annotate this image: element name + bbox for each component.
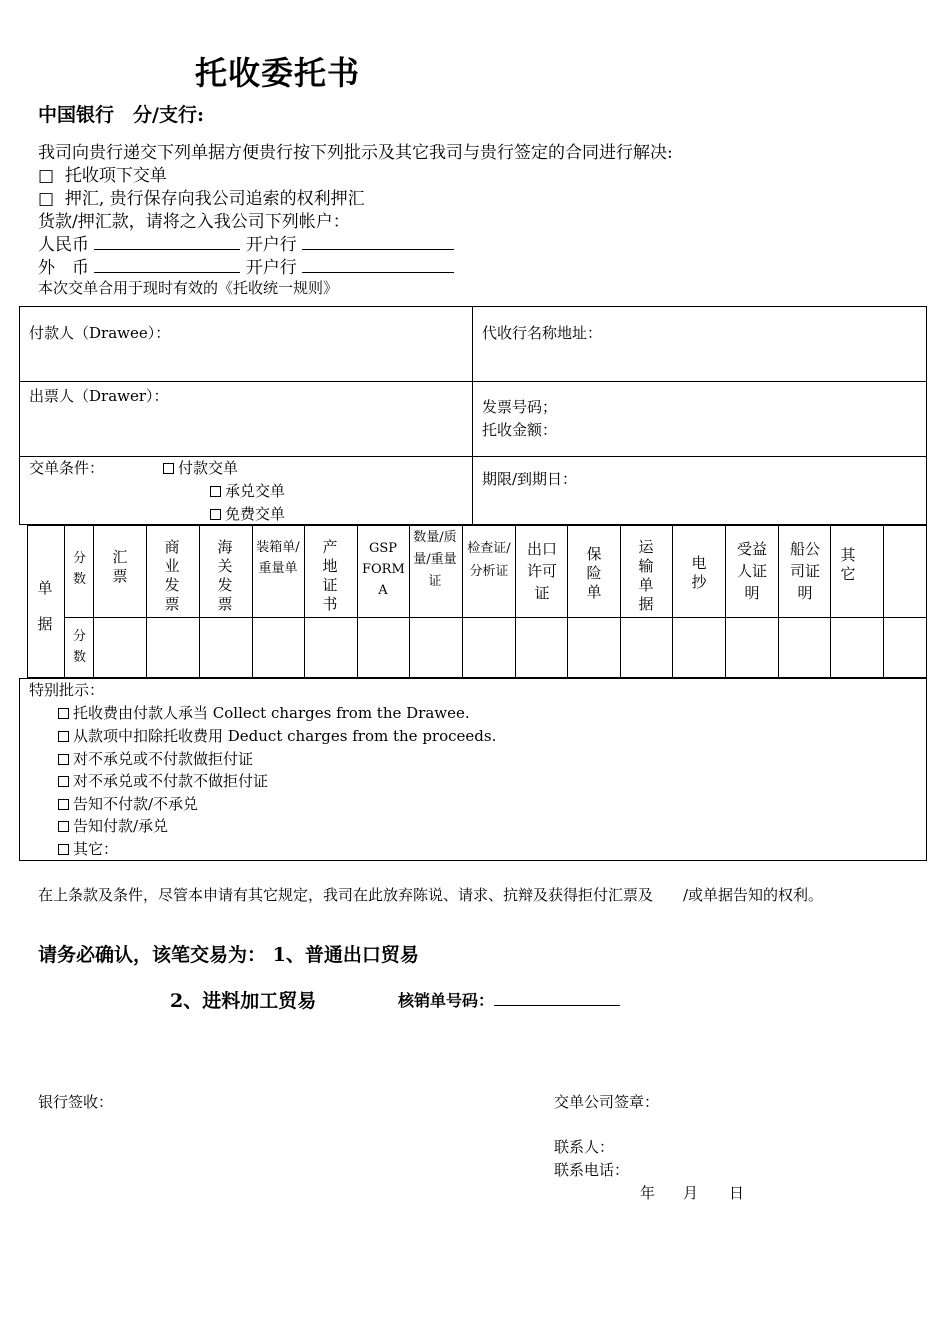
- verification-row: [398, 988, 620, 1011]
- special-item-label: 对不承兑或不付款做拒付证: [73, 750, 254, 768]
- bank-branch-line: 中国银行 分/支行:: [38, 104, 204, 126]
- doc-col-other: 其它: [840, 546, 856, 583]
- doc-col-origin-cert: 产地证书: [322, 538, 338, 613]
- divider: [146, 525, 147, 678]
- checkbox-icon: [58, 776, 69, 787]
- divider: [357, 525, 358, 678]
- special-item-label: 对不承兑或不付款不做拒付证: [73, 772, 269, 790]
- option-collection-label: 托收项下交单: [64, 166, 167, 186]
- special-item-label: 从款项中扣除托收费用 Deduct charges from the proceeds.: [73, 727, 497, 745]
- doc-col-export-license: 出口许可证: [526, 540, 557, 602]
- foreign-account-row: [38, 253, 454, 278]
- divider: [409, 525, 410, 678]
- phone-label: 联系电话：: [554, 1161, 630, 1179]
- divider: [64, 525, 65, 678]
- invoice-no-label: 发票号码；: [482, 398, 558, 416]
- special-label: 特别批示：: [29, 681, 105, 699]
- checkbox-icon: [210, 486, 221, 497]
- confirm-label: 请务必确认，该笔交易为：: [38, 944, 267, 966]
- divider: [620, 525, 621, 678]
- terms-option-label: 付款交单: [178, 459, 239, 477]
- foreign-account-field[interactable]: [94, 258, 240, 273]
- foreign-label: 外 币: [38, 258, 89, 278]
- special-item-label: 其它：: [73, 840, 119, 858]
- rmb-account-field[interactable]: [94, 235, 240, 250]
- terms-option-da[interactable]: [210, 480, 285, 503]
- doc-col-packing-list: 装箱单/重量单: [256, 540, 300, 576]
- checkbox-icon: [58, 844, 69, 855]
- confirm-text: [38, 940, 419, 967]
- docs-label-char: 单: [37, 579, 53, 597]
- foreign-open-bank-label: 开户行: [245, 258, 297, 278]
- doc-col-transport-docs: 运输单据: [638, 538, 654, 613]
- special-item-2[interactable]: [58, 725, 496, 748]
- doc-col-insurance: 保险单: [586, 545, 602, 601]
- divider: [672, 525, 673, 678]
- copies-label-bottom: 分数: [73, 629, 87, 665]
- docs-label-char: 据: [37, 615, 53, 633]
- special-item-4[interactable]: [58, 770, 268, 793]
- date-month: 月: [683, 1184, 699, 1202]
- form-title: 托收委托书: [195, 54, 361, 92]
- terms-label: 交单条件：: [29, 459, 105, 477]
- rmb-open-bank-label: 开户行: [245, 235, 297, 255]
- divider: [462, 525, 463, 678]
- option-negotiation[interactable]: [38, 184, 365, 209]
- verification-label: 核销单号码：: [398, 991, 495, 1010]
- foreign-open-bank-field[interactable]: [302, 258, 454, 273]
- collecting-bank-label: 代收行名称地址：: [482, 324, 603, 342]
- special-item-5[interactable]: [58, 793, 198, 816]
- date-day: 日: [729, 1184, 745, 1202]
- doc-col-gsp: GSP FORM A: [362, 541, 405, 598]
- terms-option-label: 承兑交单: [225, 482, 286, 500]
- verification-field[interactable]: [494, 991, 620, 1006]
- terms-option-free[interactable]: [210, 503, 285, 526]
- copies-label-top: 分数: [73, 551, 87, 587]
- terms-option-label: 免费交单: [225, 505, 286, 523]
- doc-col-customs-invoice: 海关发票: [217, 538, 233, 613]
- divider: [725, 525, 726, 678]
- checkbox-icon: [58, 821, 69, 832]
- checkbox-icon: [58, 799, 69, 810]
- special-item-6[interactable]: [58, 815, 168, 838]
- divider: [199, 525, 200, 678]
- checkbox-icon: [58, 754, 69, 765]
- divider: [304, 525, 305, 678]
- divider: [778, 525, 779, 678]
- checkbox-icon: □: [38, 189, 55, 209]
- divider: [567, 525, 568, 678]
- divider: [64, 617, 927, 618]
- waiver-text: 在上条款及条件，尽管本申请有其它规定，我司在此放弃陈说、请求、抗辩及获得拒付汇票及 /或单据告知的权利。: [38, 886, 824, 904]
- divider: [472, 306, 473, 525]
- contact-label: 联系人：: [554, 1138, 615, 1156]
- rmb-open-bank-field[interactable]: [302, 235, 454, 250]
- divider: [830, 525, 831, 678]
- option-collection[interactable]: [38, 161, 167, 186]
- divider: [19, 381, 927, 382]
- amount-label: 托收金额：: [482, 421, 558, 439]
- company-seal-label: 交单公司签章：: [554, 1093, 660, 1111]
- divider: [252, 525, 253, 678]
- drawee-label: 付款人（Drawee）：: [29, 324, 171, 342]
- terms-option-dp[interactable]: [163, 457, 238, 480]
- drawer-label: 出票人（Drawer）：: [29, 387, 169, 405]
- account-line: 货款/押汇款，请将之入我公司下列帐户：: [38, 212, 350, 232]
- option-negotiation-label: 押汇, 贵行保存向我公司追索的权利押汇: [64, 189, 365, 209]
- divider: [883, 525, 884, 678]
- special-item-label: 告知不付款/不承兑: [73, 795, 199, 813]
- doc-col-shipping-co-cert: 船公司证明: [789, 540, 820, 602]
- maturity-label: 期限/到期日：: [482, 470, 578, 488]
- divider: [19, 456, 927, 457]
- rules-line: 本次交单合用于现时有效的《托收统一规则》: [38, 279, 339, 297]
- rmb-account-row: [38, 230, 454, 255]
- bank-sign-label: 银行签收：: [38, 1093, 114, 1111]
- special-item-label: 托收费由付款人承当 Collect charges from the Drawee.: [73, 704, 470, 722]
- checkbox-icon: [58, 731, 69, 742]
- intro-text: 我司向贵行递交下列单据方便贵行按下列批示及其它我司与贵行签定的合同进行解决:: [38, 143, 673, 163]
- doc-col-commercial-invoice: 商业发票: [164, 538, 180, 613]
- doc-col-quantity-cert: 数量/质量/重量证: [413, 530, 457, 589]
- doc-col-beneficiary-cert: 受益人证明: [736, 540, 767, 602]
- special-item-label: 告知付款/承兑: [73, 817, 169, 835]
- rmb-label: 人民币: [38, 235, 89, 255]
- special-item-7[interactable]: [58, 838, 118, 861]
- date-year: 年: [640, 1184, 656, 1202]
- special-item-1[interactable]: [58, 702, 470, 725]
- checkbox-icon: □: [38, 166, 55, 186]
- checkbox-icon: [210, 509, 221, 520]
- trade-type-2: 2、进料加工贸易: [170, 990, 317, 1012]
- checkbox-icon: [163, 463, 174, 474]
- doc-col-telex: 电抄: [691, 554, 707, 591]
- special-item-3[interactable]: [58, 748, 253, 771]
- checkbox-icon: [58, 708, 69, 719]
- doc-col-draft: 汇票: [112, 548, 128, 585]
- trade-type-1: 1、普通出口贸易: [272, 944, 419, 966]
- doc-col-inspection-cert: 检查证/分析证: [467, 541, 511, 579]
- docs-label: [34, 570, 56, 642]
- divider: [93, 525, 94, 678]
- divider: [515, 525, 516, 678]
